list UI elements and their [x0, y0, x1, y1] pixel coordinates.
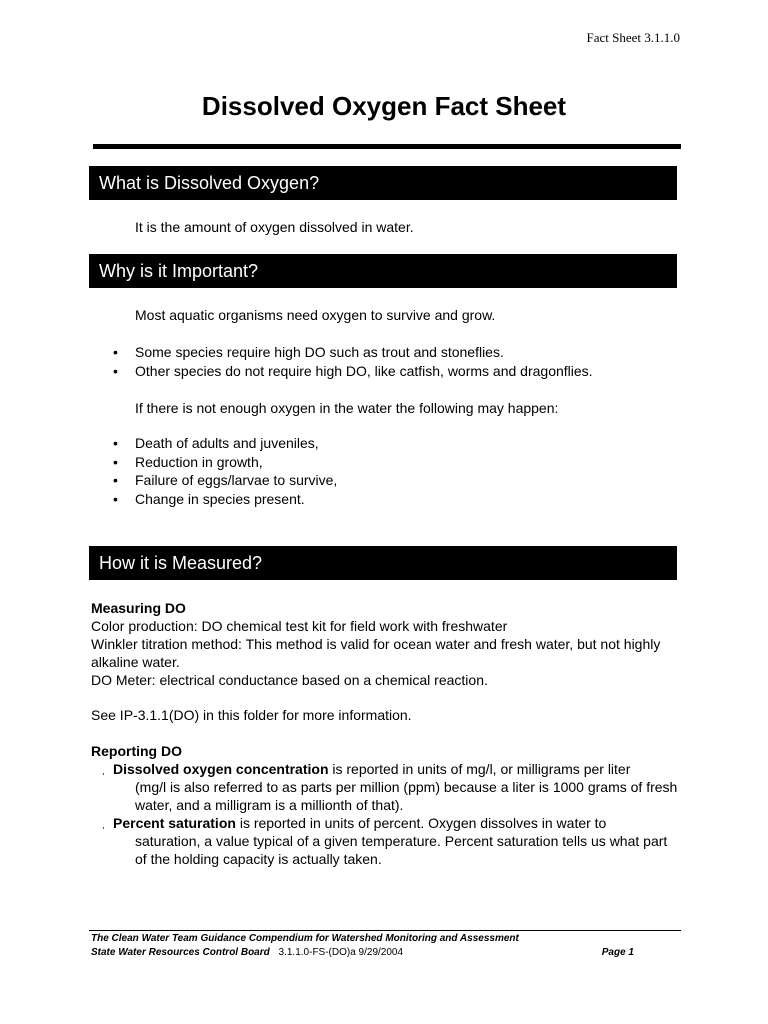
measuring-line: DO Meter: electrical conductance based on a chemical reaction.: [91, 672, 488, 688]
list-item: • Change in species present.: [113, 490, 305, 507]
species-bullet-list: [113, 343, 593, 380]
reporting-heading: Reporting DO: [91, 743, 182, 759]
list-item: • Failure of eggs/larvae to survive,: [113, 472, 338, 488]
list-item: • Reduction in growth,: [113, 453, 263, 470]
see-also-note: See IP-3.1.1(DO) in this folder for more information.: [91, 707, 412, 723]
fact-sheet-reference: Fact Sheet 3.1.1.0: [586, 30, 680, 45]
title-divider: [93, 144, 681, 149]
reporting-item-saturation: , Percent saturation is reported in units of percent. Oxygen dissolves in water to saturation, a value typical of a given temperature. Percent saturation tells us what part of the holding capacity is actually taken.: [102, 815, 668, 867]
list-item: • Some species require high DO such as trout and stoneflies.: [113, 344, 504, 360]
effects-bullet-list: [113, 434, 337, 508]
section-heading-why: Why is it Important?: [91, 254, 677, 288]
footer-compendium: The Clean Water Team Guidance Compendium for Watershed Monitoring and Assessment: [91, 933, 519, 944]
why-lead: If there is not enough oxygen in the water the following may happen:: [135, 400, 559, 416]
section-heading-what: What is Dissolved Oxygen?: [91, 166, 677, 200]
why-intro: Most aquatic organisms need oxygen to survive and grow.: [135, 307, 496, 323]
footer-page-number: Page 1: [601, 947, 634, 958]
footer-org: State Water Resources Control Board: [91, 947, 270, 958]
reporting-term: Dissolved oxygen concentration: [113, 761, 329, 777]
footer-divider: [89, 930, 681, 931]
page-title: Dissolved Oxygen Fact Sheet: [201, 91, 567, 121]
list-item: • Other species do not require high DO, like catfish, worms and dragonflies.: [113, 362, 593, 379]
measuring-heading: Measuring DO: [91, 600, 186, 616]
measuring-line: Winkler titration method: This method is valid for ocean water and fresh water, but not highly alkaline water.: [91, 636, 661, 670]
measuring-block: [91, 599, 681, 689]
section-heading-how: How it is Measured?: [91, 546, 677, 580]
measuring-line: Color production: DO chemical test kit for field work with freshwater: [91, 618, 508, 634]
reporting-term: Percent saturation: [113, 815, 236, 831]
footer-doc-id: 3.1.1.0-FS-(DO)a 9/29/2004: [278, 947, 404, 958]
what-text: It is the amount of oxygen dissolved in water.: [135, 219, 414, 235]
reporting-item-concentration: , Dissolved oxygen concentration is reported in units of mg/l, or milligrams per liter (mg/l is also referred to as parts per million (ppm) because a liter is 1000 grams of fresh water, and a milligram is a millionth of that).: [102, 761, 678, 813]
footer-line2: [91, 946, 681, 960]
list-item: • Death of adults and juveniles,: [113, 435, 319, 451]
